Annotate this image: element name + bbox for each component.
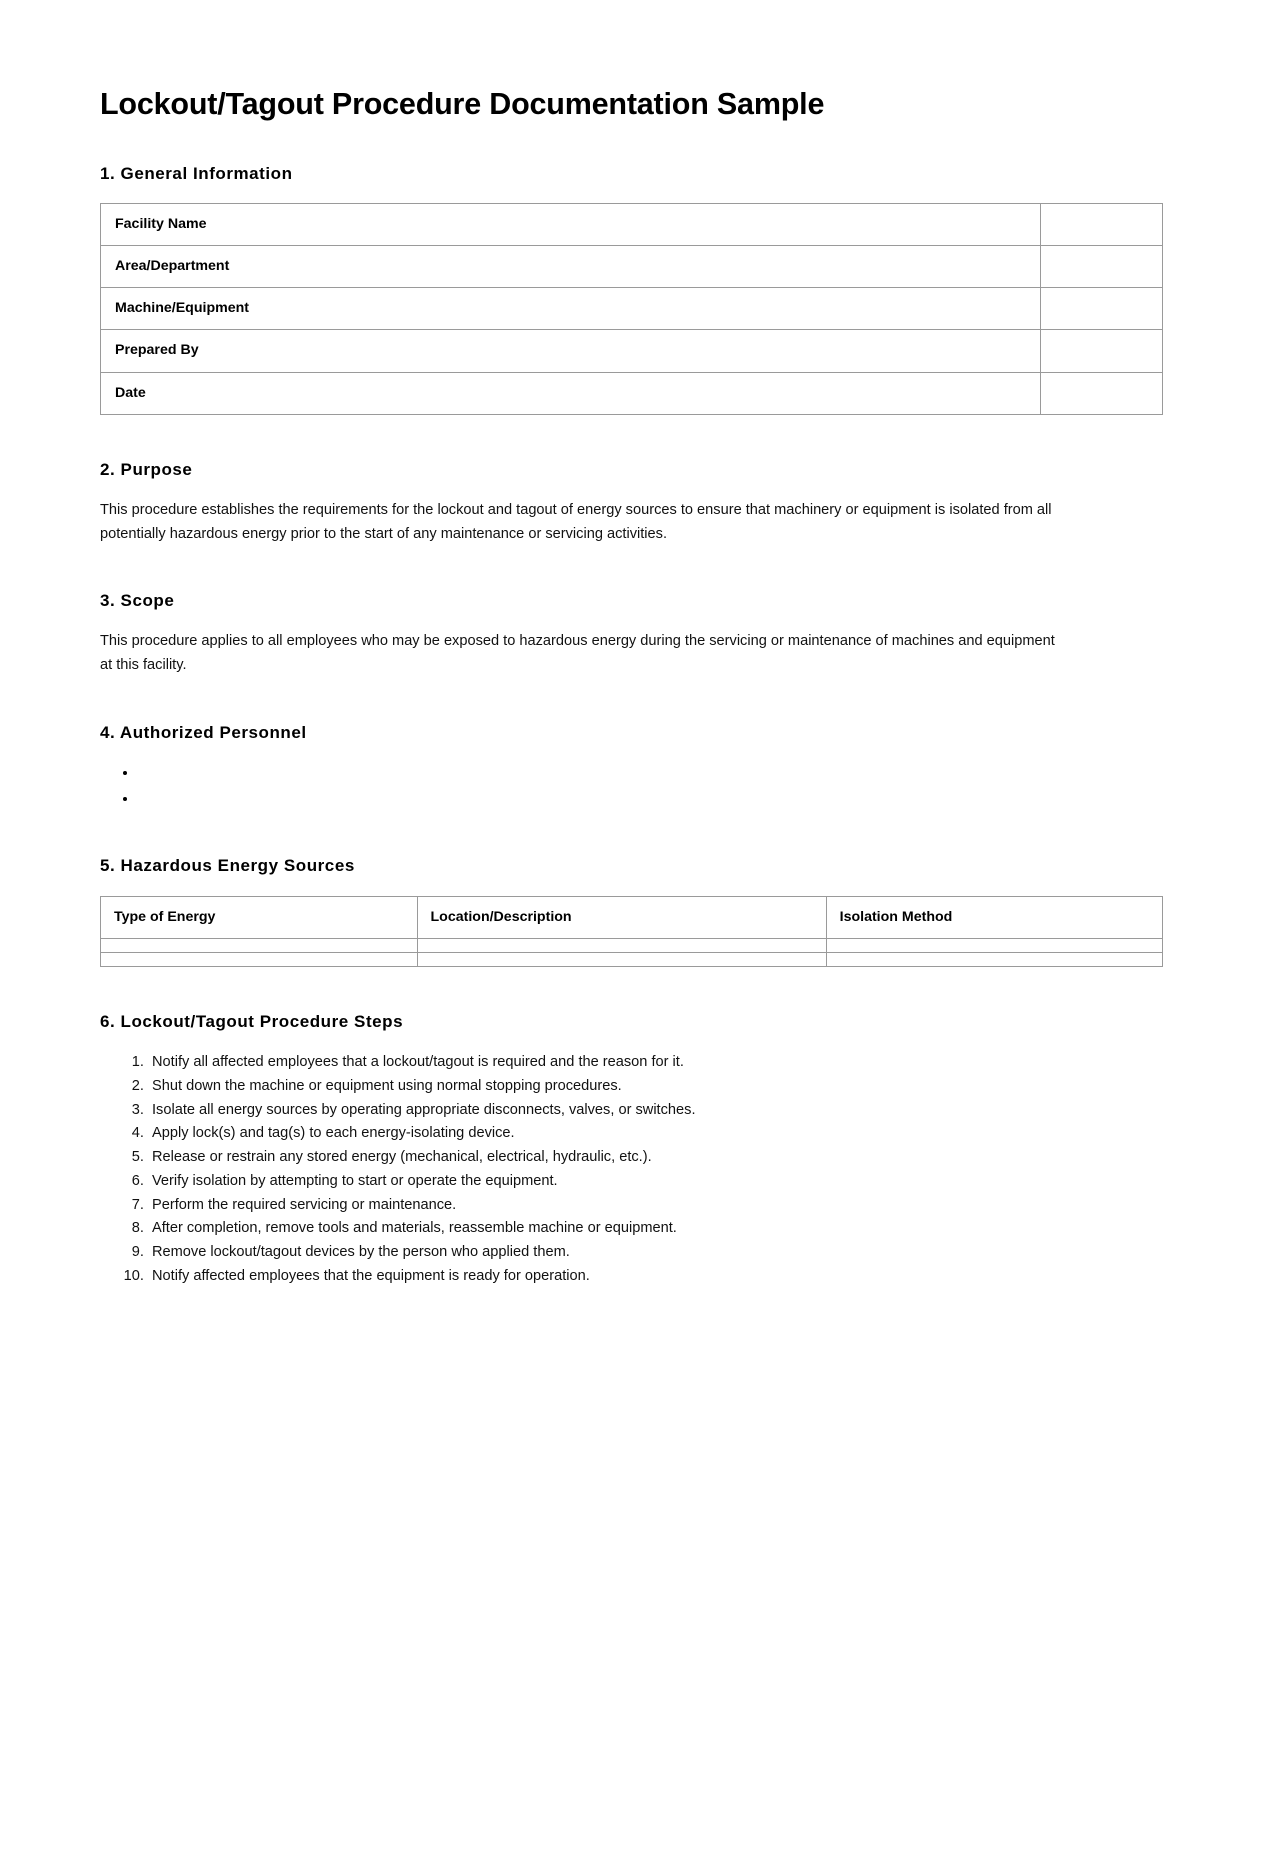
list-item[interactable] [138,762,1163,786]
list-item: 9. Remove lockout/tagout devices by the person who applied them. [148,1241,1163,1264]
section-general-information [100,163,1163,415]
field-value-machine-equipment[interactable] [1041,288,1163,330]
section-scope [100,590,1163,678]
cell-isolation-method[interactable] [826,952,1162,966]
list-item: 2. Shut down the machine or equipment using normal stopping procedures. [148,1075,1163,1098]
list-item: 8. After completion, remove tools and materials, reassemble machine or equipment. [148,1217,1163,1240]
page-bottom-whitespace [100,1332,1163,1872]
authorized-personnel-list [100,762,1163,811]
section-heading-purpose: 2. Purpose [100,459,193,479]
list-item: 4. Apply lock(s) and tag(s) to each energy-isolating device. [148,1122,1163,1145]
list-item: 5. Release or restrain any stored energy (mechanical, electrical, hydraulic, etc.). [148,1146,1163,1169]
field-value-facility-name[interactable] [1041,203,1163,245]
section-heading-scope: 3. Scope [100,591,175,611]
field-label-prepared-by: Prepared By [101,330,1041,372]
hazardous-energy-sources-table [100,896,1163,967]
table-row [101,246,1163,288]
scope-paragraph: This procedure applies to all employees who may be exposed to hazardous energy during the servicing or maintenance of machines and equipment at this facility. [100,633,1055,674]
table-row [101,952,1163,966]
general-information-table-body [101,203,1163,414]
list-item: 10. Notify affected employees that the equipment is ready for operation. [148,1265,1163,1288]
purpose-paragraph: This procedure establishes the requirements for the lockout and tagout of energy sources to ensure that machinery or equipment is isolated from all potentially hazardous energy prior to the start of any maintenance or servicing activities. [100,501,1052,542]
table-row [101,330,1163,372]
section-heading-authorized-personnel: 4. Authorized Personnel [100,722,307,742]
section-hazardous-energy-sources [100,855,1163,966]
section-heading-procedure-steps: 6. Lockout/Tagout Procedure Steps [100,1011,404,1031]
hazardous-energy-sources-table-body [101,938,1163,966]
cell-type-of-energy[interactable] [101,938,418,952]
page-title: Lockout/Tagout Procedure Documentation Sample [100,87,825,121]
table-row [101,372,1163,414]
section-procedure-steps [100,1011,1163,1288]
cell-isolation-method[interactable] [826,938,1162,952]
field-label-facility-name: Facility Name [101,203,1041,245]
table-header-row [101,896,1163,938]
section-heading-hazardous-energy-sources: 5. Hazardous Energy Sources [100,856,355,876]
list-item[interactable] [138,788,1163,812]
cell-location-description[interactable] [417,938,826,952]
list-item: 6. Verify isolation by attempting to start or operate the equipment. [148,1170,1163,1193]
table-row [101,938,1163,952]
field-label-date: Date [101,372,1041,414]
column-header-isolation-method: Isolation Method [826,896,1162,938]
field-value-date[interactable] [1041,372,1163,414]
list-item: 7. Perform the required servicing or maintenance. [148,1194,1163,1217]
cell-location-description[interactable] [417,952,826,966]
field-value-area-department[interactable] [1041,246,1163,288]
section-purpose [100,459,1163,547]
column-header-location-description: Location/Description [417,896,826,938]
list-item: 3. Isolate all energy sources by operating appropriate disconnects, valves, or switches. [148,1099,1163,1122]
table-row [101,288,1163,330]
field-label-machine-equipment: Machine/Equipment [101,288,1041,330]
field-value-prepared-by[interactable] [1041,330,1163,372]
general-information-table [100,203,1163,415]
table-row [101,203,1163,245]
list-item: 1. Notify all affected employees that a lockout/tagout is required and the reason for it. [148,1051,1163,1074]
hazardous-energy-sources-table-head [101,896,1163,938]
column-header-type-of-energy: Type of Energy [101,896,418,938]
section-heading-general-information: 1. General Information [100,163,293,183]
cell-type-of-energy[interactable] [101,952,418,966]
procedure-steps-list [100,1051,1163,1288]
field-label-area-department: Area/Department [101,246,1041,288]
section-authorized-personnel [100,722,1163,812]
